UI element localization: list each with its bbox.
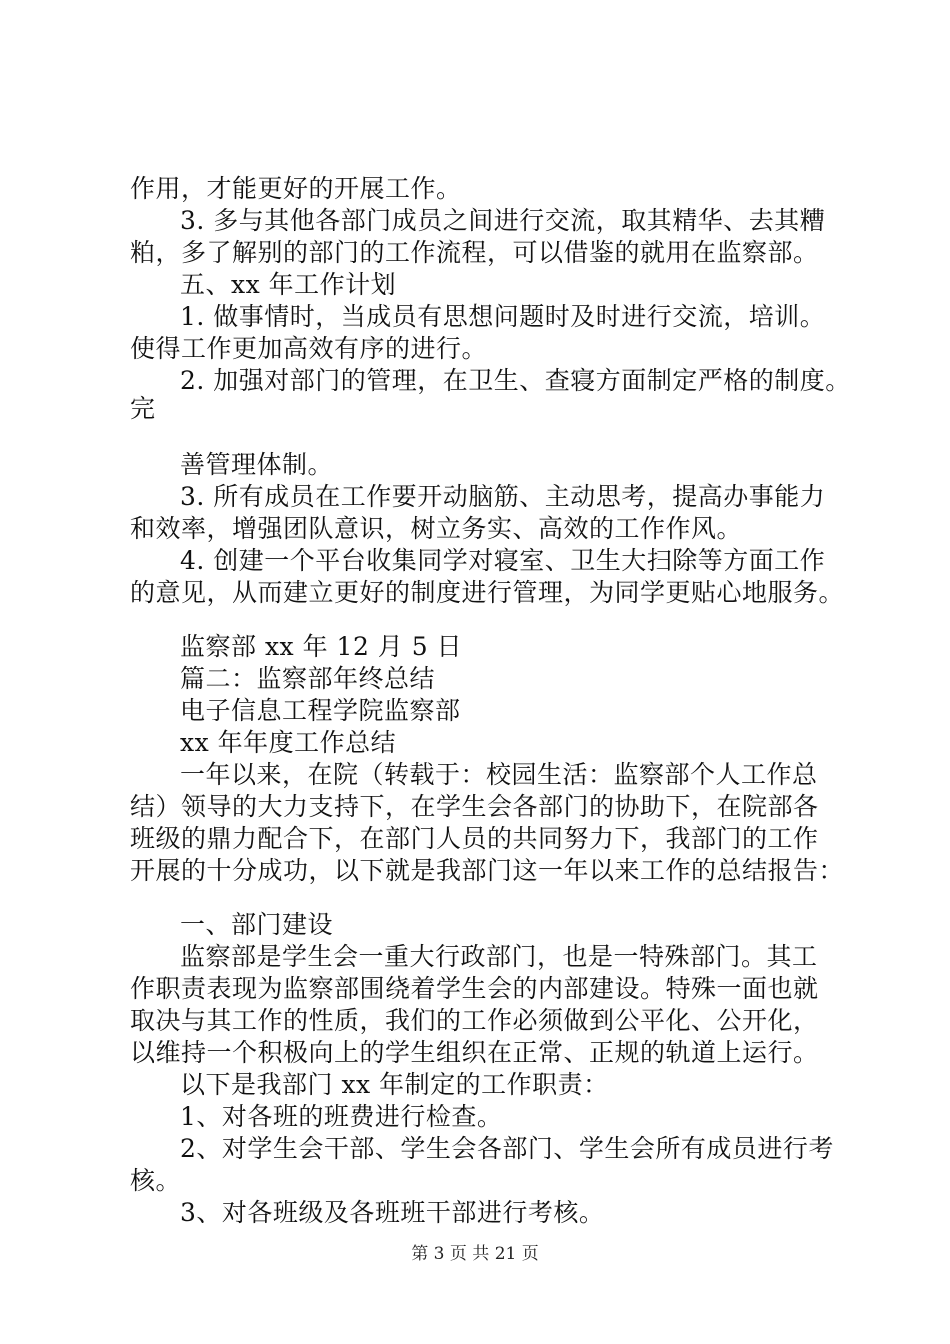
text-line: 2. 加强对部门的管理，在卫生、查寝方面制定严格的制度。 <box>180 366 851 395</box>
text-line: 作职责表现为监察部围绕着学生会的内部建设。特殊一面也就 <box>130 974 819 1003</box>
list-item: 3、对各班级及各班班干部进行考核。 <box>180 1198 605 1227</box>
text-line: 的意见，从而建立更好的制度进行管理，为同学更贴心地服务。 <box>130 578 845 607</box>
page-number-footer: 第 3 页 共 21 页 <box>411 1244 539 1264</box>
report-title: xx 年年度工作总结 <box>180 728 397 757</box>
text-line: 1. 做事情时，当成员有思想问题时及时进行交流，培训。 <box>180 302 826 331</box>
text-line: 作用，才能更好的开展工作。 <box>130 174 462 203</box>
text-line: 监察部是学生会一重大行政部门，也是一特殊部门。其工 <box>180 942 818 971</box>
text-line: 4. 创建一个平台收集同学对寝室、卫生大扫除等方面工作 <box>180 546 826 575</box>
text-line: 取决与其工作的性质，我们的工作必须做到公平化、公开化， <box>130 1006 819 1035</box>
text-line: 以维持一个积极向上的学生组织在正常、正规的轨道上运行。 <box>130 1038 819 1067</box>
text-line: 善管理体制。 <box>180 450 334 479</box>
text-line: 粕，多了解别的部门的工作流程，可以借鉴的就用在监察部。 <box>130 238 819 267</box>
text-line: 核。 <box>130 1166 182 1195</box>
department-name: 电子信息工程学院监察部 <box>180 696 461 725</box>
text-line: 以下是我部门 xx 年制定的工作职责： <box>180 1070 609 1099</box>
list-item: 1、对各班的班费进行检查。 <box>180 1102 503 1131</box>
text-line: 结）领导的大力支持下，在学生会各部门的协助下，在院部各 <box>130 792 819 821</box>
article-title: 篇二：监察部年终总结 <box>180 664 436 693</box>
text-line: 完 <box>130 394 156 423</box>
text-line: 使得工作更加高效有序的进行。 <box>130 334 488 363</box>
text-line: 班级的鼎力配合下，在部门人员的共同努力下，我部门的工作 <box>130 824 819 853</box>
signature-date: 监察部 xx 年 12 月 5 日 <box>180 632 463 661</box>
text-line: 一年以来，在院（转载于：校园生活：监察部个人工作总 <box>180 760 818 789</box>
text-line: 和效率，增强团队意识，树立务实、高效的工作作风。 <box>130 514 743 543</box>
text-line: 开展的十分成功，以下就是我部门这一年以来工作的总结报告： <box>130 856 845 885</box>
text-line: 3. 所有成员在工作要开动脑筋、主动思考，提高办事能力 <box>180 482 826 511</box>
section-heading: 一、部门建设 <box>180 910 334 939</box>
text-line: 3. 多与其他各部门成员之间进行交流，取其精华、去其糟 <box>180 206 826 235</box>
list-item: 2、对学生会干部、学生会各部门、学生会所有成员进行考 <box>180 1134 834 1163</box>
section-heading: 五、xx 年工作计划 <box>180 270 397 299</box>
